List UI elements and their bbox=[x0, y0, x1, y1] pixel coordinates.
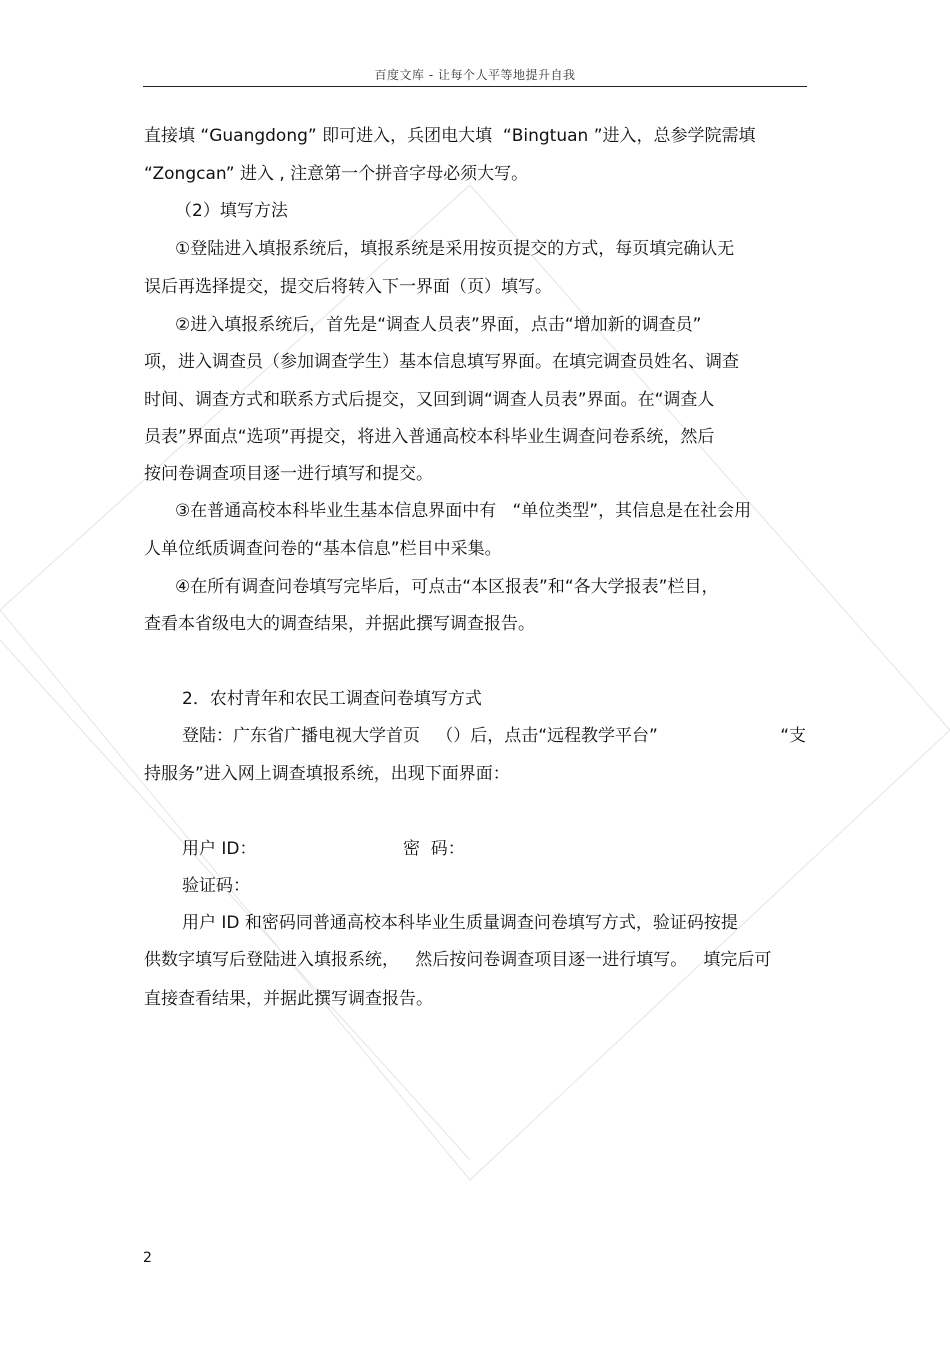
paragraph-line: 误后再选择提交，提交后将转入下一界面（页）填写。 bbox=[144, 277, 552, 297]
paragraph-line: 项，进入调查员（参加调查学生）基本信息填写界面。在填完调查员姓名、调查 bbox=[144, 352, 739, 372]
paragraph-line: ①登陆进入填报系统后，填报系统是采用按页提交的方式，每页填完确认无 bbox=[175, 239, 735, 259]
paragraph-line: 持服务”进入网上调查填报系统，出现下面界面： bbox=[144, 764, 510, 784]
paragraph-line: ④在所有调查问卷填写完毕后，可点击“本区报表”和“各大学报表”栏目， bbox=[175, 577, 719, 597]
password-label: 密 码： bbox=[403, 839, 465, 859]
header-divider bbox=[143, 86, 807, 87]
page-number: 2 bbox=[143, 1250, 152, 1266]
paragraph-line: 时间、调查方式和联系方式后提交，又回到调“调查人员表”界面。在“调查人 bbox=[144, 390, 715, 410]
captcha-label: 验证码： bbox=[182, 876, 250, 896]
paragraph-line: 员表”界面点“选项”再提交，将进入普通高校本科毕业生调查问卷系统，然后 bbox=[144, 427, 715, 447]
paragraph-line: 人单位纸质调查问卷的“基本信息”栏目中采集。 bbox=[144, 539, 502, 559]
login-instruction-line bbox=[182, 725, 806, 747]
paragraph-line: 供数字填写后登陆进入填报系统， 然后按问卷调查项目逐一进行填写。 填完后可 bbox=[144, 950, 772, 970]
paragraph-line: 查看本省级电大的调查结果，并据此撰写调查报告。 bbox=[144, 614, 535, 634]
paragraph-line: 直接填 “Guangdong” 即可进入，兵团电大填 “Bingtuan ”进入，总参学院需填 bbox=[144, 126, 756, 146]
login-instruction-tail: “支 bbox=[780, 726, 806, 746]
paragraph-line: ③在普通高校本科毕业生基本信息界面中有 “单位类型”，其信息是在社会用 bbox=[175, 501, 752, 521]
paragraph-line: “Zongcan” 进入 , 注意第一个拼音字母必须大写。 bbox=[144, 164, 529, 184]
user-id-label: 用户 ID： bbox=[182, 839, 257, 859]
section-heading: （2）填写方法 bbox=[175, 201, 288, 221]
login-instruction-text: 登陆：广东省广播电视大学首页 （）后，点击“远程教学平台” bbox=[182, 726, 658, 746]
paragraph-line: 用户 ID 和密码同普通高校本科毕业生质量调查问卷填写方式，验证码按提 bbox=[182, 913, 738, 933]
page-header: 百度文库 - 让每个人平等地提升自我 bbox=[374, 68, 576, 82]
section-heading: 2．农村青年和农民工调查问卷填写方式 bbox=[182, 689, 482, 709]
paragraph-line: 按问卷调查项目逐一进行填写和提交。 bbox=[144, 464, 433, 484]
paragraph-line: ②进入填报系统后，首先是“调查人员表”界面，点击“增加新的调查员” bbox=[175, 315, 702, 335]
paragraph-line: 直接查看结果，并据此撰写调查报告。 bbox=[144, 989, 433, 1009]
